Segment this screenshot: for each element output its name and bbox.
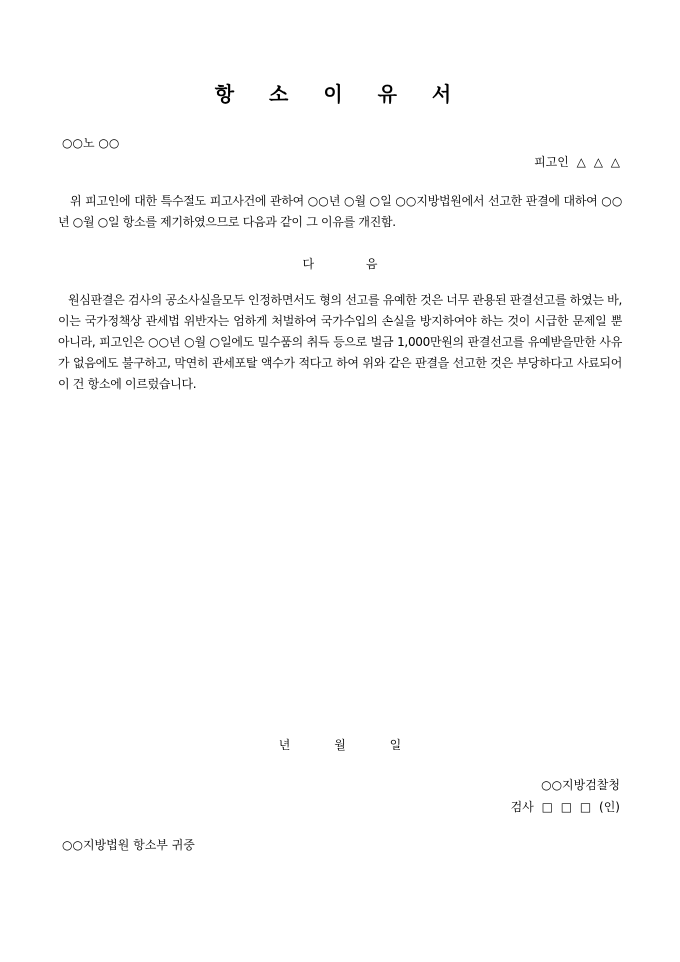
reason-paragraph: 원심판결은 검사의 공소사실을모두 인정하면서도 형의 선고를 유예한 것은 너무 관용된 판결선고를 하였는 바, 이는 국가정책상 관세법 위반자는 엄하게 처벌하여 국가수입의 손실을 방지하여야 하는 것이 시급한 문제일 뿐 아니라, 피고인은 ○○년 ○월 ○일에도 밀수품의 취득 등으로 벌금 1,000만원의 판결선고를 유예받을만한 사유가 없음에도 불구하고, 막연히 관세포탈 액수가 적다고 하여 위와 같은 판결을 선고한 것은 부당하다고 사료되어 이 건 항소에 이르렀습니다. bbox=[58, 293, 622, 391]
case-number: ○○노 ○○ bbox=[62, 136, 120, 150]
prosecutor-office: ○○지방검찰청 bbox=[541, 778, 620, 792]
intro-paragraph: 위 피고인에 대한 특수절도 피고사건에 관하여 ○○년 ○월 ○일 ○○지방법원에서 선고한 판결에 대하여 ○○년 ○월 ○일 항소를 제기하였으므로 다음과 같이 그 이유를 개진함. bbox=[58, 194, 622, 229]
document-title: 항 소 이 유 서 bbox=[214, 82, 466, 106]
addressee: ○○지방법원 항소부 귀중 bbox=[62, 838, 195, 852]
prosecutor-signature-line: 검사 □ □ □ (인) bbox=[510, 800, 620, 814]
defendant-line: 피고인 △ △ △ bbox=[534, 155, 620, 169]
section-heading: 다 음 bbox=[302, 257, 378, 271]
date-line: 년 월 일 bbox=[278, 738, 402, 752]
